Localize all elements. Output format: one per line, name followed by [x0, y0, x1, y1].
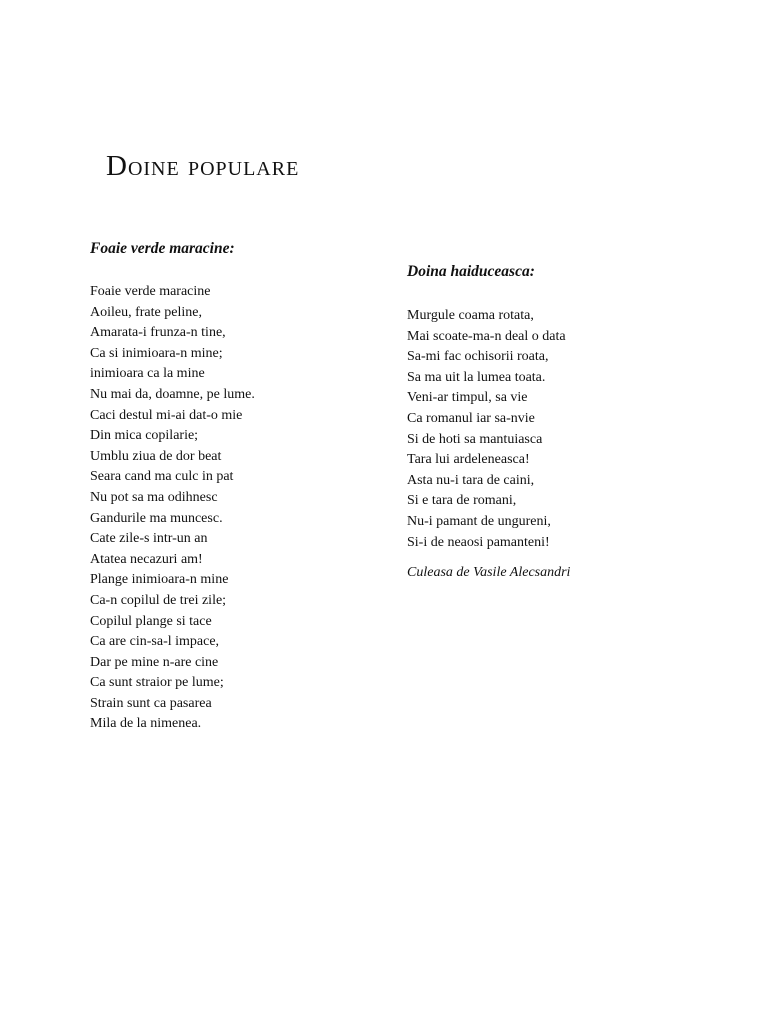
verse-line: Ca sunt straior pe lume; — [90, 675, 224, 691]
verse-line: Plange inimioara-n mine — [90, 572, 229, 588]
verse-line: Amarata-i frunza-n tine, — [90, 325, 226, 341]
verse-line: Ca romanul iar sa-nvie — [407, 410, 535, 426]
verse-line: Mai scoate-ma-n deal o data — [407, 328, 566, 344]
verse-line: Foaie verde maracine — [90, 284, 211, 299]
verse-line: Murgule coama rotata, — [407, 308, 534, 323]
verse-line: Si e tara de romani, — [407, 493, 517, 509]
poem-attribution: Culeasa de Vasile Alecsandri — [407, 565, 571, 581]
verse-line: Nu pot sa ma odihnesc — [90, 489, 218, 505]
poem-foaie-verde — [90, 238, 390, 735]
verse-line: Si-i de neaosi pamanteni! — [407, 534, 550, 550]
verse-line: Tara lui ardeleneasca! — [407, 452, 530, 468]
verse-line: Copilul plange si tace — [90, 613, 212, 629]
verse-line: inimioara ca la mine — [90, 366, 205, 382]
verse-line: Caci destul mi-ai dat-o mie — [90, 407, 243, 423]
verse-line: Cate zile-s intr-un an — [90, 531, 208, 547]
verse-line: Nu mai da, doamne, pe lume. — [90, 386, 255, 402]
verse-line: Veni-ar timpul, sa vie — [407, 390, 528, 406]
verse-line: Nu-i pamant de ungureni, — [407, 513, 551, 529]
verse-line: Asta nu-i tara de caini, — [407, 472, 535, 488]
verse-line: Mila de la nimenea. — [90, 716, 202, 732]
verse-line: Aoileu, frate peline, — [90, 304, 202, 320]
verse-list — [407, 306, 727, 553]
verse-line: Seara cand ma culc in pat — [90, 469, 234, 485]
verse-line: Dar pe mine n-are cine — [90, 654, 219, 670]
verse-line: Sa ma uit la lumea toata. — [407, 369, 546, 385]
verse-line: Atatea necazuri am! — [90, 551, 203, 567]
verse-line: Ca-n copilul de trei zile; — [90, 592, 227, 608]
verse-list — [90, 282, 390, 735]
poem-heading: Foaie verde maracine: — [90, 240, 235, 257]
verse-line: Strain sunt ca pasarea — [90, 695, 212, 711]
verse-line: Umblu ziua de dor beat — [90, 448, 222, 464]
page-title: Doine populare — [106, 150, 300, 182]
verse-line: Ca are cin-sa-l impace, — [90, 634, 220, 650]
poem-doina-haiduceasca — [407, 261, 727, 584]
verse-line: Sa-mi fac ochisorii roata, — [407, 349, 549, 365]
verse-line: Din mica copilarie; — [90, 428, 199, 444]
poem-heading: Doina haiduceasca: — [407, 263, 535, 280]
verse-line: Si de hoti sa mantuiasca — [407, 431, 543, 447]
verse-line: Ca si inimioara-n mine; — [90, 345, 223, 361]
verse-line: Gandurile ma muncesc. — [90, 510, 223, 526]
